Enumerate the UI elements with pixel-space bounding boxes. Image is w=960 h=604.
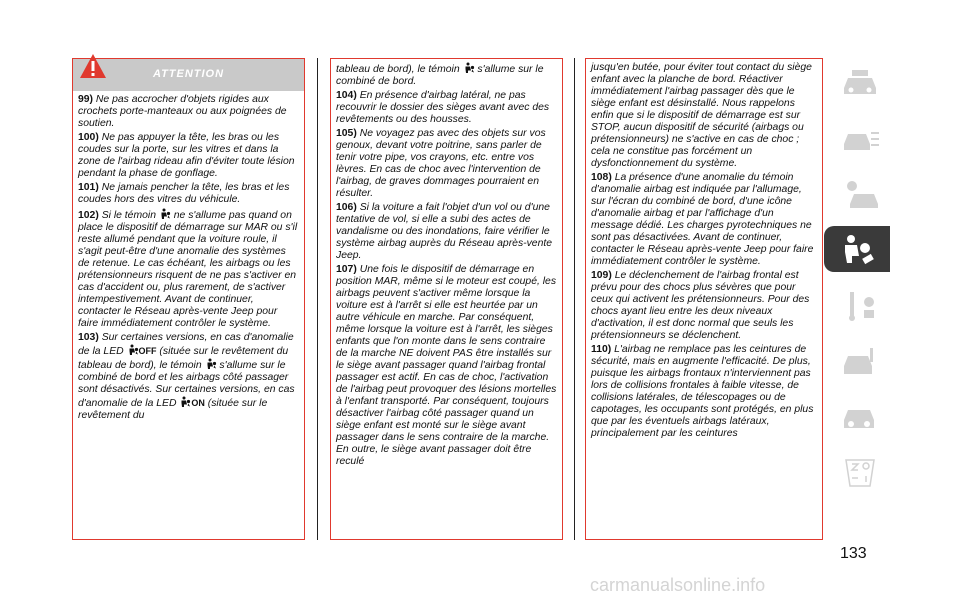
- note-106: 106) Si la voiture a fait l'objet d'un vol ou d'une tentative de vol, si elle a subi des actes de vandalisme ou des inondations, faire vérifier le système airbag auprès du Réseau après-vente Jeep.: [336, 202, 553, 261]
- airbag-seatbelt-icon: [837, 232, 877, 266]
- note-110: 110) L'airbag ne remplace pas les ceintures de sécurité, mais en augmente l'efficacité. De plus, puisque les airbags frontaux n'interviennent pas lors de collisions frontales à faible vitesse, de collisions latérales, de télescopages ou de capotages, les occupants sont protégés, en plus que par les éventuels airbags latéraux, principalement par les ceintures: [591, 344, 814, 439]
- chapter-safety[interactable]: [824, 226, 890, 272]
- warning-header: [73, 59, 304, 91]
- note-103-continued: tableau de bord), le témoin s'allume sur le combiné de bord.: [336, 64, 544, 87]
- car-specs-icon: [840, 400, 880, 434]
- airbag-warning-light-icon: [463, 62, 475, 74]
- note-99: 99) Ne pas accrocher d'objets rigides aux crochets porte-manteaux ou aux poignées de soutien.: [78, 94, 287, 129]
- chapter-dashboard[interactable]: [830, 58, 890, 104]
- car-dashboard-icon: [840, 64, 880, 98]
- chapter-lights[interactable]: [830, 114, 890, 160]
- note-103: 103) Sur certaines versions, en cas d'anomalie de la LED OFF (située sur le revêtement du tableau de bord), le témoin s'allume sur le combiné de bord et les airbags côté passager sont désactivés. Sur certaines versions, en cas d'anomalie de la LED ON (située sur le revêtement du: [78, 332, 295, 421]
- chapter-sidebar: [830, 58, 890, 506]
- note-104: 104) En présence d'airbag latéral, ne pas recouvrir le dossier des sièges avant avec des revêtements ou des housses.: [336, 90, 550, 125]
- note-109: 109) Le déclenchement de l'airbag frontal est prévu pour des chocs plus sévères que pour ceux qui activent les prétensionneurs. Pour des chocs ayant lieu entre les deux niveaux d'activation, il est donc normal que seuls les prétensionneurs se déclenchent.: [591, 270, 810, 341]
- warning-title: ATTENTION: [152, 68, 225, 80]
- chapter-climate[interactable]: [830, 170, 890, 216]
- car-service-icon: [840, 344, 880, 378]
- warning-column-2: [330, 58, 563, 540]
- airbag-warning-light-icon: [205, 358, 217, 370]
- page-number: 133: [840, 545, 867, 562]
- passenger-airbag-off-led-icon: [127, 344, 139, 356]
- note-108: 108) La présence d'une anomalie du témoin d'anomalie airbag est indiquée par l'allumage, sur l'écran du combiné de bord, d'une icône d'anomalie airbag et par l'affichage d'un message dédié. Les charges pyrotechniques ne sont pas désactivées. Avant de continuer, contacter le Réseau après-vente Jeep pour faire immédiatement contrôler le système.: [591, 172, 814, 267]
- note-105: 105) Ne voyagez pas avec des objets sur vos genoux, devant votre poitrine, sans parler de tenir votre pipe, vos crayons, etc. entre vos lèvres. En cas de choc avec l'intervention de l'airbag, de graves dommages pourraient en résulter.: [336, 128, 546, 199]
- warning-column-3: [585, 58, 823, 540]
- chapter-index[interactable]: [830, 450, 890, 496]
- column-divider: [574, 58, 575, 540]
- chapter-service[interactable]: [830, 338, 890, 384]
- note-107-continued: jusqu'en butée, pour éviter tout contact du siège enfant avec la planche de bord. Réactiver immédiatement l'airbag passager dès que le siège enfant est désinstallé. Nous rappelons enfin que si le dispositif de démarrage est sur STOP, aucun dispositif de sécurité (airbags ou prétensionneurs) ne s'active en cas de choc ; cela ne constitue pas forcément un dysfonctionnement du système.: [591, 62, 812, 169]
- tools-icon: [840, 288, 880, 322]
- index-icon: [840, 456, 880, 490]
- chapter-specs[interactable]: [830, 394, 890, 440]
- warning-column-1: [72, 58, 305, 540]
- airbag-warning-light-icon: [159, 208, 171, 220]
- note-101: 101) Ne jamais pencher la tête, les bras et les coudes hors des vitres du véhicule.: [78, 182, 290, 205]
- column-divider: [317, 58, 318, 540]
- passenger-airbag-on-led-icon: [179, 396, 191, 408]
- note-100: 100) Ne pas appuyer la tête, les bras ou les coudes sur la porte, sur les vitres et dans la zone de l'airbag rideau afin d'éviter toute lésion pendant la phase de gonflage.: [78, 132, 295, 179]
- note-102: 102) Si le témoin ne s'allume pas quand on place le dispositif de démarrage sur MAR ou s'il reste allumé pendant que la voiture roule, il s'agit peut-être d'une anomalie des systèmes de retenue. Le cas échéant, les airbags ou les prétensionneurs risquent de ne pas s'activer en cas d'accident ou, plus rarement, de s'activer intempestivement. Avant de continuer, contacter le Réseau après-vente Jeep pour faire immédiatement contrôler le système.: [78, 210, 298, 329]
- watermark: carmanualsonline.info: [590, 575, 766, 595]
- note-107: 107) Une fois le dispositif de démarrage en position MAR, même si le moteur est coupé, les airbags peuvent s'activer même lorsque la voiture est à l'arrêt si elle est heurtée par un autre véhicule en marche. Par conséquent, même lorsque la voiture est à l'arrêt, les sièges enfants que l'on monte dans le sens contraire de la marche NE doivent PAS être installés sur le siège avant passager quand l'airbag frontal passager est actif. En cas de choc, l'activation de l'airbag peut provoquer des lésions mortelles à l'enfant transporté. Par conséquent, toujours désactiver l'airbag côté passager quand un siège enfant est monté sur le siège avant passager dans le sens contraire de la marche. En outre, le siège avant passager doit être reculé: [336, 264, 557, 467]
- chapter-maintenance[interactable]: [830, 282, 890, 328]
- car-sun-icon: [840, 176, 880, 210]
- car-lights-icon: [840, 120, 880, 154]
